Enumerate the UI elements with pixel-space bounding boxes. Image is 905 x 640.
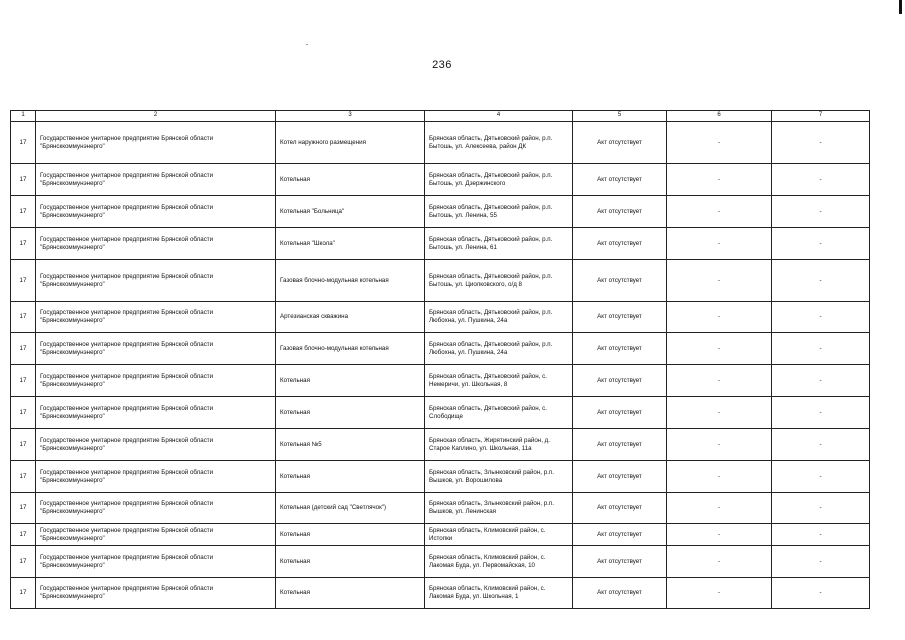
column-6-cell: -: [667, 196, 772, 228]
organization-cell: Государственное унитарное предприятие Брянской области "Брянсккоммунэнерго": [36, 164, 276, 196]
address-cell: Брянская область, Дятьковский район, р.п. Бытошь, ул. Ленина, 61: [425, 228, 573, 260]
row-number: 17: [11, 196, 36, 228]
organization-cell: Государственное унитарное предприятие Брянской области "Брянсккоммунэнерго": [36, 260, 276, 302]
row-number: 17: [11, 493, 36, 524]
column-7-cell: -: [772, 429, 870, 461]
address-cell: Брянская область, Климовский район, с. Лакомая Буда, ул. Первомайская, 10: [425, 546, 573, 578]
act-status-cell: Акт отсутствует: [573, 429, 667, 461]
row-number: 17: [11, 164, 36, 196]
object-cell: Котельная: [276, 524, 425, 546]
organization-cell: Государственное унитарное предприятие Брянской области "Брянсккоммунэнерго": [36, 196, 276, 228]
object-cell: Котельная: [276, 164, 425, 196]
table-row: [11, 260, 870, 302]
registry-table: [10, 110, 870, 609]
row-number: 17: [11, 429, 36, 461]
organization-cell: Государственное унитарное предприятие Брянской области "Брянсккоммунэнерго": [36, 524, 276, 546]
organization-cell: Государственное унитарное предприятие Брянской области "Брянсккоммунэнерго": [36, 397, 276, 429]
address-cell: Брянская область, Злынковский район, р.п. Вышков, ул. Ворошилова: [425, 461, 573, 493]
column-6-cell: -: [667, 461, 772, 493]
table-body: [11, 122, 870, 609]
column-header: 5: [573, 111, 667, 122]
address-cell: Брянская область, Дятьковский район, р.п. Любохна, ул. Пушкина, 24а: [425, 333, 573, 365]
act-status-cell: Акт отсутствует: [573, 164, 667, 196]
act-status-cell: Акт отсутствует: [573, 260, 667, 302]
column-6-cell: -: [667, 302, 772, 333]
organization-cell: Государственное унитарное предприятие Брянской области "Брянсккоммунэнерго": [36, 365, 276, 397]
table-row: [11, 524, 870, 546]
column-header: 6: [667, 111, 772, 122]
address-cell: Брянская область, Дятьковский район, р.п. Бытошь, ул. Ленина, 55: [425, 196, 573, 228]
organization-cell: Государственное унитарное предприятие Брянской области "Брянсккоммунэнерго": [36, 461, 276, 493]
column-header: 3: [276, 111, 425, 122]
organization-cell: Государственное унитарное предприятие Брянской области "Брянсккоммунэнерго": [36, 429, 276, 461]
act-status-cell: Акт отсутствует: [573, 365, 667, 397]
scan-edge-mark: [899, 0, 902, 14]
object-cell: Котельная: [276, 397, 425, 429]
column-7-cell: -: [772, 302, 870, 333]
row-number: 17: [11, 524, 36, 546]
act-status-cell: Акт отсутствует: [573, 228, 667, 260]
table-row: [11, 365, 870, 397]
column-6-cell: -: [667, 493, 772, 524]
column-7-cell: -: [772, 461, 870, 493]
organization-cell: Государственное унитарное предприятие Брянской области "Брянсккоммунэнерго": [36, 122, 276, 164]
table-row: [11, 333, 870, 365]
organization-cell: Государственное унитарное предприятие Брянской области "Брянсккоммунэнерго": [36, 546, 276, 578]
object-cell: Артезианская скважина: [276, 302, 425, 333]
column-6-cell: -: [667, 333, 772, 365]
column-header: 1: [11, 111, 36, 122]
row-number: 17: [11, 260, 36, 302]
column-6-cell: -: [667, 397, 772, 429]
table-row: [11, 164, 870, 196]
act-status-cell: Акт отсутствует: [573, 122, 667, 164]
act-status-cell: Акт отсутствует: [573, 302, 667, 333]
scan-speck: [306, 44, 308, 45]
object-cell: Котельная: [276, 578, 425, 609]
address-cell: Брянская область, Климовский район, с. Лакомая Буда, ул. Школьная, 1: [425, 578, 573, 609]
object-cell: Котельная: [276, 546, 425, 578]
address-cell: Брянская область, Дятьковский район, с. Немеричи, ул. Школьная, 8: [425, 365, 573, 397]
column-7-cell: -: [772, 196, 870, 228]
address-cell: Брянская область, Дятьковский район, с. Слободище: [425, 397, 573, 429]
address-cell: Брянская область, Климовский район, с. Истопки: [425, 524, 573, 546]
column-6-cell: -: [667, 546, 772, 578]
row-number: 17: [11, 578, 36, 609]
object-cell: Газовая блочно-модульная котельная: [276, 333, 425, 365]
column-6-cell: -: [667, 365, 772, 397]
column-header: 4: [425, 111, 573, 122]
object-cell: Котельная (детский сад "Светлячок"): [276, 493, 425, 524]
act-status-cell: Акт отсутствует: [573, 493, 667, 524]
table-row: [11, 493, 870, 524]
object-cell: Котельная "Школа": [276, 228, 425, 260]
object-cell: Котел наружного размещения: [276, 122, 425, 164]
act-status-cell: Акт отсутствует: [573, 546, 667, 578]
act-status-cell: Акт отсутствует: [573, 524, 667, 546]
row-number: 17: [11, 228, 36, 260]
column-6-cell: -: [667, 524, 772, 546]
column-7-cell: -: [772, 524, 870, 546]
table-row: [11, 546, 870, 578]
column-6-cell: -: [667, 228, 772, 260]
act-status-cell: Акт отсутствует: [573, 333, 667, 365]
act-status-cell: Акт отсутствует: [573, 461, 667, 493]
column-6-cell: -: [667, 122, 772, 164]
column-7-cell: -: [772, 493, 870, 524]
row-number: 17: [11, 333, 36, 365]
row-number: 17: [11, 546, 36, 578]
organization-cell: Государственное унитарное предприятие Брянской области "Брянсккоммунэнерго": [36, 578, 276, 609]
object-cell: Газовая блочно-модульная котельная: [276, 260, 425, 302]
column-7-cell: -: [772, 578, 870, 609]
column-6-cell: -: [667, 260, 772, 302]
column-7-cell: -: [772, 122, 870, 164]
column-header: 2: [36, 111, 276, 122]
address-cell: Брянская область, Дятьковский район, р.п. Любохна, ул. Пушкина, 24а: [425, 302, 573, 333]
table-row: [11, 302, 870, 333]
organization-cell: Государственное унитарное предприятие Брянской области "Брянсккоммунэнерго": [36, 302, 276, 333]
column-header: 7: [772, 111, 870, 122]
address-cell: Брянская область, Злынковский район, р.п. Вышков, ул. Ленинская: [425, 493, 573, 524]
organization-cell: Государственное унитарное предприятие Брянской области "Брянсккоммунэнерго": [36, 493, 276, 524]
address-cell: Брянская область, Дятьковский район, р.п. Бытошь, ул. Дзержинского: [425, 164, 573, 196]
column-7-cell: -: [772, 164, 870, 196]
row-number: 17: [11, 302, 36, 333]
object-cell: Котельная: [276, 461, 425, 493]
column-7-cell: -: [772, 260, 870, 302]
table-row: [11, 196, 870, 228]
column-7-cell: -: [772, 365, 870, 397]
column-7-cell: -: [772, 333, 870, 365]
object-cell: Котельная №5: [276, 429, 425, 461]
page-number: 236: [432, 59, 452, 71]
column-6-cell: -: [667, 164, 772, 196]
address-cell: Брянская область, Дятьковский район, р.п. Бытошь, ул. Алексеева, район ДК: [425, 122, 573, 164]
table-row: [11, 429, 870, 461]
row-number: 17: [11, 365, 36, 397]
row-number: 17: [11, 397, 36, 429]
row-number: 17: [11, 461, 36, 493]
act-status-cell: Акт отсутствует: [573, 578, 667, 609]
address-cell: Брянская область, Дятьковский район, р.п. Бытошь, ул. Циолковского, о/д 8: [425, 260, 573, 302]
table-row: [11, 397, 870, 429]
object-cell: Котельная "Больница": [276, 196, 425, 228]
table-row: [11, 228, 870, 260]
act-status-cell: Акт отсутствует: [573, 196, 667, 228]
table-row: [11, 578, 870, 609]
column-7-cell: -: [772, 228, 870, 260]
table-row: [11, 122, 870, 164]
column-6-cell: -: [667, 578, 772, 609]
organization-cell: Государственное унитарное предприятие Брянской области "Брянсккоммунэнерго": [36, 333, 276, 365]
row-number: 17: [11, 122, 36, 164]
address-cell: Брянская область, Жирятинский район, д. Старое Каплино, ул. Школьная, 11а: [425, 429, 573, 461]
column-6-cell: -: [667, 429, 772, 461]
header-row: [11, 111, 870, 122]
column-7-cell: -: [772, 397, 870, 429]
act-status-cell: Акт отсутствует: [573, 397, 667, 429]
object-cell: Котельная: [276, 365, 425, 397]
organization-cell: Государственное унитарное предприятие Брянской области "Брянсккоммунэнерго": [36, 228, 276, 260]
column-7-cell: -: [772, 546, 870, 578]
table-row: [11, 461, 870, 493]
